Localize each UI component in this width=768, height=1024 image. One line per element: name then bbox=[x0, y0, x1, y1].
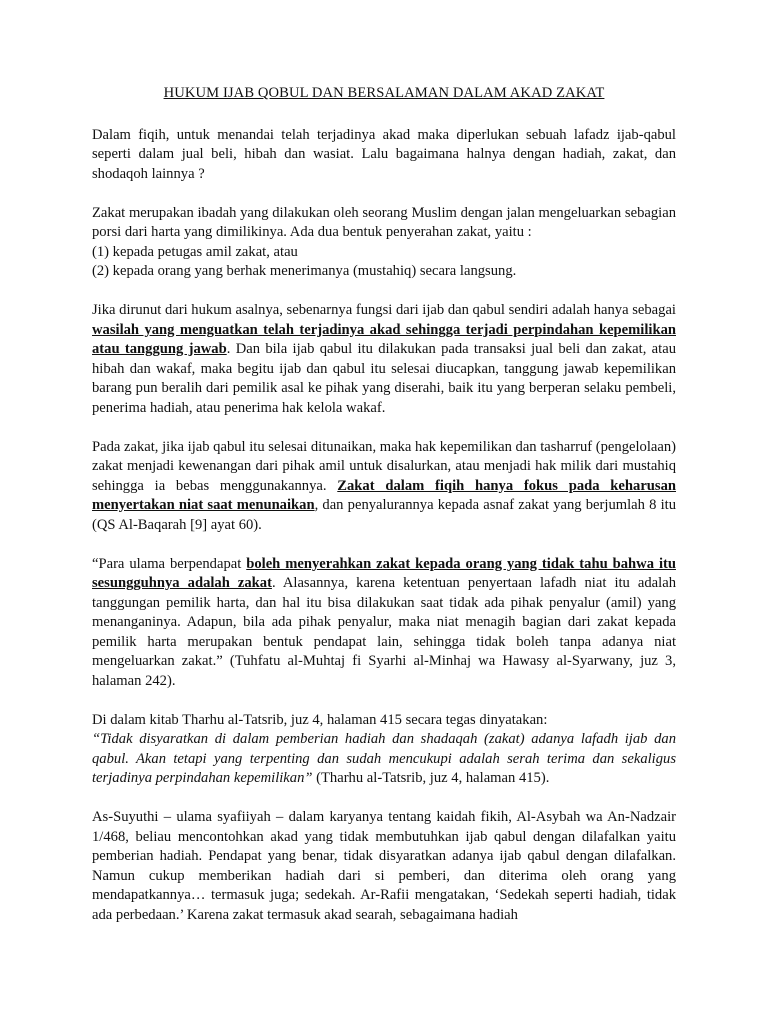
p5-post: . Alasannya, karena ketentuan penyertaan lafadh niat itu adalah tanggungan pemilik harta, dan hal itu bisa dilakukan saat tidak ada pihak penyalur (amil) yang menanganinya. Adapun, bila ada pihak penyalur, maka niat menagih bagian dari zakat kepada pemilik harta merupakan bentuk pendapat lain, sehingga tidak boleh tanpa adanya niat mengeluarkan zakat.” (Tuhfatu al-Muhtaj fi Syarhi al-Minhaj wa Hawasy al-Syarwany, juz 3, halaman 242). bbox=[92, 575, 676, 689]
p6-citation: (Tharhu al-Tatsrib, juz 4, halaman 415). bbox=[312, 770, 550, 786]
p4-pre: Pada zakat, jika ijab qabul itu selesai ditunaikan, maka hak kepemilikan dan tasharruf (pengelolaan) zakat menjadi kewenangan dari pihak amil untuk disalurkan, atau menjadi hak milik dari mustahiq sehingga ia bebas menggunakannya. bbox=[92, 438, 676, 494]
p5-pre: “Para ulama berpendapat bbox=[92, 555, 247, 572]
p6-quote: “Tidak disyaratkan di dalam pemberian hadiah dan shadaqah (zakat) adanya lafadh ijab dan qabul. Akan tetapi yang terpenting dan sudah mencukupi adalah serah terima dan sekaligus terjadinya perpindahan kepemilikan” bbox=[92, 731, 676, 786]
paragraph-ulama-quote bbox=[92, 555, 676, 692]
paragraph-intro: Dalam fiqih, untuk menandai telah terjadinya akad maka diperlukan sebuah lafadz ijab-qabul seperti dalam jual beli, hibah dan wasiat. Lalu bagaimana halnya dengan hadiah, zakat, dan shodaqoh lainnya ? bbox=[92, 126, 676, 182]
list-item-amil: (1) kepada petugas amil zakat, atau bbox=[92, 243, 298, 260]
document-title: HUKUM IJAB QOBUL DAN BERSALAMAN DALAM AKAD ZAKAT bbox=[163, 85, 605, 101]
paragraph-zakat-niat bbox=[92, 438, 676, 536]
zakat-definition-text: Zakat merupakan ibadah yang dilakukan oleh seorang Muslim dengan jalan mengeluarkan sebagian porsi dari harta yang dimilikinya. Ada dua bentuk penyerahan zakat, yaitu : bbox=[92, 204, 676, 240]
paragraph-ijab-qabul-function bbox=[92, 301, 676, 418]
p4-post: , dan penyalurannya kepada asnaf zakat yang berjumlah 8 itu (QS Al-Baqarah [9] ayat 60). bbox=[92, 497, 676, 533]
list-item-mustahiq: (2) kepada orang yang berhak menerimanya (mustahiq) secara langsung. bbox=[92, 263, 517, 279]
p4-emphasis: Zakat dalam fiqih hanya fokus pada keharusan menyertakan niat saat menunaikan bbox=[92, 477, 677, 513]
paragraph-zakat-definition bbox=[92, 204, 676, 282]
p5-emphasis: boleh menyerahkan zakat kepada orang yang tidak tahu bahwa itu sesungguhnya adalah zakat bbox=[92, 555, 676, 591]
p3-emphasis: wasilah yang menguatkan telah terjadinya akad sehingga terjadi perpindahan kepemilikan atau tanggung jawab bbox=[92, 321, 676, 357]
paragraph-tharhu-tatsrib bbox=[92, 711, 676, 789]
p3-post: . Dan bila ijab qabul itu dilakukan pada transaksi jual beli dan zakat, atau hibah dan wakaf, maka begitu ijab dan qabul itu selesai diucapkan, tanggung jawab kepemilikan barang pun beralih dari pemilik asal ke pihak yang diserahi, baik itu yang berperan selaku pembeli, penerima hadiah, atau penerima hak kelola wakaf. bbox=[92, 341, 676, 416]
paragraph-as-suyuthi: As-Suyuthi – ulama syafiiyah – dalam karyanya tentang kaidah fikih, Al-Asybah wa An-Nadzair 1/468, beliau mencontohkan akad yang tidak membutuhkan ijab qabul dengan dilafalkan yaitu pemberian hadiah. Pendapat yang benar, tidak disyaratkan adanya ijab qabul dengan dilafalkan. Namun cukup memberikan hadiah dari si pemberi, dan diterima oleh orang yang mendapatkannya… termasuk juga; sedekah. Ar-Rafii mengatakan, ‘Sedekah seperti hadiah, tidak ada perbedaan.’ Karena zakat termasuk akad searah, sebagaimana hadiah bbox=[92, 809, 676, 923]
p3-pre: Jika dirunut dari hukum asalnya, sebenarnya fungsi dari ijab dan qabul sendiri adalah hanya sebagai bbox=[92, 302, 676, 318]
p6-intro: Di dalam kitab Tharhu al-Tatsrib, juz 4, halaman 415 secara tegas dinyatakan: bbox=[92, 711, 548, 728]
